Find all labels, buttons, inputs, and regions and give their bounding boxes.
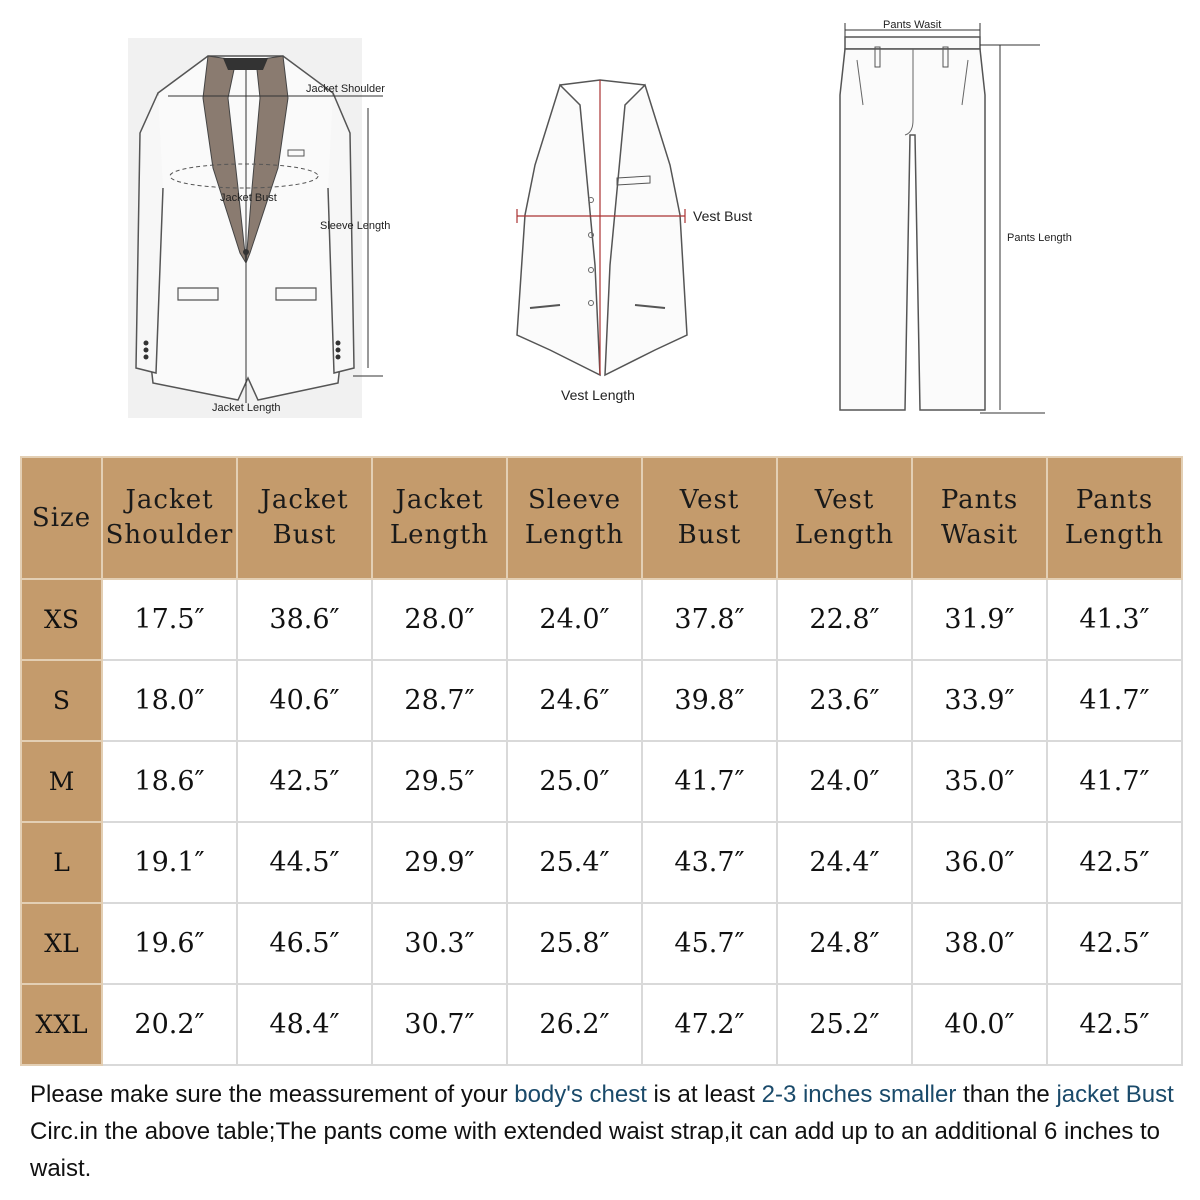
pants-illustration [835,15,1095,415]
measurement-cell: 29.5″ [372,741,507,822]
column-header [777,457,912,579]
table-row [21,579,1182,660]
measurement-cell: 37.8″ [642,579,777,660]
note-text-4: Circ.in the above table;The pants come with extended waist strap,it can add up to an additional 6 inches to waist. [30,1118,1161,1182]
table-row [21,822,1182,903]
column-header [642,457,777,579]
measurement-cell: 46.5″ [237,903,372,984]
jacket-illustration [128,38,390,418]
measurement-cell: 41.7″ [1047,660,1182,741]
column-header-line: Length [524,520,625,550]
column-header-line: Pants [940,485,1019,515]
measurement-cell: 41.7″ [1047,741,1182,822]
size-cell: M [21,741,102,822]
column-header-line: Jacket [125,485,214,515]
measurement-cell: 24.0″ [777,741,912,822]
measurement-cell: 25.2″ [777,984,912,1065]
note-highlight-body-chest: body's chest [514,1081,647,1108]
column-header-line: Jacket [260,485,349,515]
column-header-line: Bust [677,520,742,550]
size-cell: XL [21,903,102,984]
measurement-cell: 41.7″ [642,741,777,822]
measurement-cell: 39.8″ [642,660,777,741]
measurement-cell: 40.6″ [237,660,372,741]
measurement-cell: 19.6″ [102,903,237,984]
column-header-line: Wasit [940,520,1019,550]
column-header [237,457,372,579]
measurement-cell: 45.7″ [642,903,777,984]
measurement-cell: 19.1″ [102,822,237,903]
jacket-bust-label: Jacket Bust [220,192,277,204]
vest-illustration [505,75,775,410]
measurement-cell: 28.0″ [372,579,507,660]
column-header-line: Length [794,520,895,550]
column-header-line: Vest [679,485,740,515]
measurement-cell: 17.5″ [102,579,237,660]
table-row [21,741,1182,822]
measurement-cell: 41.3″ [1047,579,1182,660]
pants-waist-label: Pants Wasit [883,19,942,31]
table-row [21,984,1182,1065]
measurement-cell: 28.7″ [372,660,507,741]
measurement-cell: 35.0″ [912,741,1047,822]
vest-diagram [505,75,775,410]
column-header-line: Shoulder [105,520,234,550]
measurement-cell: 24.6″ [507,660,642,741]
measurement-cell: 24.0″ [507,579,642,660]
measurement-cell: 30.7″ [372,984,507,1065]
measurement-cell: 20.2″ [102,984,237,1065]
size-cell: L [21,822,102,903]
column-header-line: Bust [272,520,337,550]
garment-diagrams [0,0,1200,440]
table-body [21,579,1182,1065]
pants-length-label: Pants Length [1007,232,1072,244]
measurement-cell: 30.3″ [372,903,507,984]
note-text-1: Please make sure the meassurement of your [30,1081,515,1108]
measurement-cell: 38.6″ [237,579,372,660]
measurement-cell: 29.9″ [372,822,507,903]
column-header [372,457,507,579]
table-row [21,660,1182,741]
measurement-cell: 25.8″ [507,903,642,984]
measurement-cell: 25.4″ [507,822,642,903]
jacket-length-label: Jacket Length [212,402,281,414]
measurement-cell: 42.5″ [237,741,372,822]
measurement-cell: 26.2″ [507,984,642,1065]
measurement-cell: 42.5″ [1047,984,1182,1065]
pants-diagram [835,15,1095,415]
measurement-cell: 42.5″ [1047,903,1182,984]
column-header [507,457,642,579]
note-highlight-inches: 2-3 inches smaller [761,1081,957,1108]
vest-bust-label: Vest Bust [693,208,753,224]
size-cell: XS [21,579,102,660]
measurement-cell: 24.4″ [777,822,912,903]
table-row [21,903,1182,984]
measurement-cell: 44.5″ [237,822,372,903]
measurement-cell: 33.9″ [912,660,1047,741]
measurement-cell: 22.8″ [777,579,912,660]
column-header [21,457,102,579]
size-chart [20,456,1183,1066]
measurement-cell: 18.6″ [102,741,237,822]
column-header-line: Length [1064,520,1165,550]
column-header-line: Size [31,502,92,533]
measurement-cell: 48.4″ [237,984,372,1065]
note-text-3: than the [956,1081,1057,1108]
column-header-line: Vest [814,485,875,515]
measurement-cell: 24.8″ [777,903,912,984]
column-header-line: Length [389,520,490,550]
measurement-cell: 36.0″ [912,822,1047,903]
jacket-diagram [128,38,390,418]
jacket-shoulder-label: Jacket Shoulder [306,83,385,95]
measurement-cell: 25.0″ [507,741,642,822]
measurement-cell: 43.7″ [642,822,777,903]
note-highlight-jacket-bust: jacket Bust [1056,1081,1174,1108]
measurement-cell: 40.0″ [912,984,1047,1065]
measurement-cell: 47.2″ [642,984,777,1065]
measurement-cell: 38.0″ [912,903,1047,984]
size-cell: S [21,660,102,741]
measurement-cell: 31.9″ [912,579,1047,660]
column-header [1047,457,1182,579]
column-header [912,457,1047,579]
column-header-line: Jacket [395,485,484,515]
note-text-2: is at least [646,1081,762,1108]
table-header-row [21,457,1182,579]
measurement-cell: 42.5″ [1047,822,1182,903]
measurement-cell: 23.6″ [777,660,912,741]
measurement-cell: 18.0″ [102,660,237,741]
sleeve-length-label: Sleeve Length [320,220,390,232]
fit-note [30,1076,1180,1187]
column-header [102,457,237,579]
column-header-line: Sleeve [528,485,621,515]
size-table [20,456,1183,1066]
column-header-line: Pants [1075,485,1154,515]
size-cell: XXL [21,984,102,1065]
vest-length-label: Vest Length [561,387,635,403]
